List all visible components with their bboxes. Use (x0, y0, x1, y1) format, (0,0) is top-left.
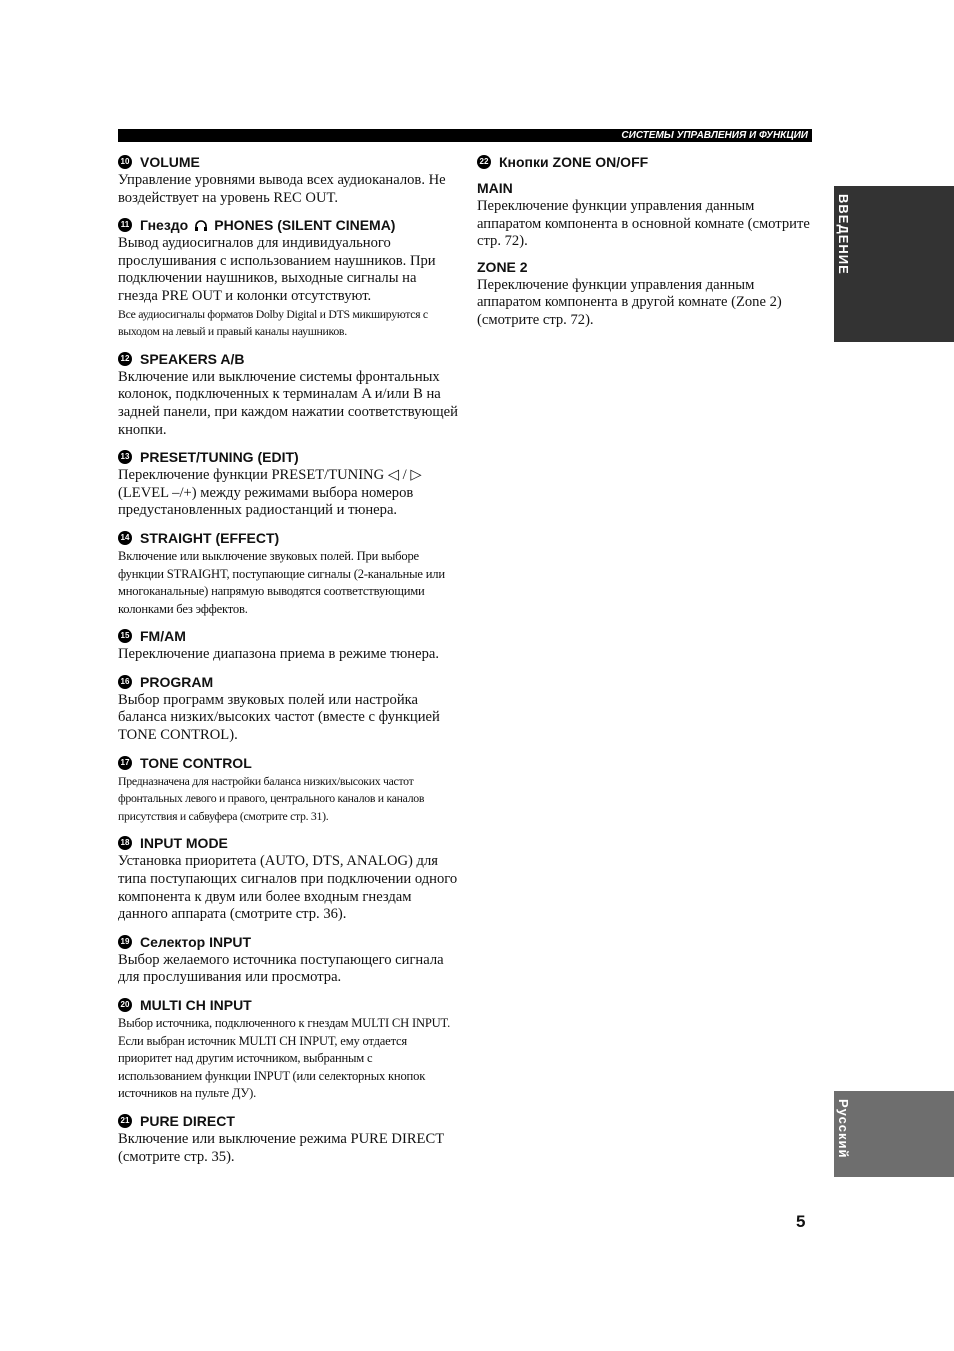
item-title: PHONES (SILENT CINEMA) (214, 217, 396, 234)
headphones-icon (194, 219, 208, 232)
item-straight (118, 528, 458, 618)
item-heading (118, 626, 458, 646)
item-title: FM/AM (140, 628, 186, 645)
item-note: Все аудиосигналы форматов Dolby Digital и DTS микшируются с выходом на левый и правый каналы наушников. (118, 306, 428, 339)
item-title: INPUT MODE (140, 835, 228, 852)
item-number-badge: 19 (118, 935, 132, 949)
section-header-bar: СИСТЕМЫ УПРАВЛЕНИЯ И ФУНКЦИИ (118, 129, 812, 142)
item-zone-buttons (477, 152, 817, 330)
item-number-badge: 20 (118, 998, 132, 1012)
subheading-zone2: ZONE 2 (477, 258, 528, 275)
item-heading (118, 1111, 458, 1131)
item-description: Включение или выключение звуковых полей. При выборе функции STRAIGHT, поступающие сигналы (2-канальные или многоканальные) напрямую выводятся соответствующими колонками без эффектов. (118, 548, 445, 616)
item-heading (477, 152, 817, 172)
item-multi-ch-input (118, 995, 458, 1103)
zone2-description: Переключение функции управления данным аппаратом компонента в другой комнате (Zone 2) (смотрите стр. 72). (477, 276, 782, 328)
item-heading (118, 833, 458, 853)
item-title: VOLUME (140, 154, 200, 170)
item-title: PRESET/TUNING (EDIT) (140, 449, 299, 466)
item-title: Селектор INPUT (140, 933, 252, 950)
side-tab-language (834, 1091, 954, 1177)
item-tone-control (118, 753, 458, 826)
item-title: Кнопки ZONE ON/OFF (499, 154, 649, 170)
item-title: TONE CONTROL (140, 754, 252, 771)
item-heading (118, 753, 458, 773)
item-fm-am (118, 626, 458, 664)
side-tab-introduction (834, 186, 954, 342)
item-heading (118, 215, 458, 235)
item-number-badge: 18 (118, 836, 132, 850)
item-description: Включение или выключение системы фронтальных колонок, подключенных к терминалам A и/или B на задней панели, при каждом нажатии соответствующей кнопки. (118, 368, 458, 438)
item-description: Переключение диапазона приема в режиме тюнера. (118, 646, 440, 663)
item-pure-direct (118, 1111, 458, 1166)
item-title: MULTI CH INPUT (140, 997, 252, 1013)
item-number-badge: 17 (118, 756, 132, 770)
item-number-badge: 11 (118, 218, 132, 232)
item-heading (118, 995, 458, 1015)
item-number-badge: 10 (118, 155, 132, 169)
item-phones (118, 215, 458, 341)
item-number-badge: 21 (118, 1114, 132, 1128)
item-number-badge: 14 (118, 531, 132, 545)
item-heading (118, 349, 458, 369)
item-speakers-ab (118, 349, 458, 439)
side-tab-label: Русский (836, 1099, 851, 1159)
item-description: Управление уровнями вывода всех аудиоканалов. Не воздействует на уровень REC OUT. (118, 172, 446, 206)
item-number-badge: 13 (118, 450, 132, 464)
item-title: PROGRAM (140, 673, 214, 690)
item-title: STRAIGHT (EFFECT) (140, 529, 280, 546)
subheading-main: MAIN (477, 180, 513, 196)
item-number-badge: 22 (477, 155, 491, 169)
item-heading (118, 152, 458, 172)
item-description: Вывод аудиосигналов для индивидуального прослушивания с использованием наушников. При подключении наушников, выходные сигналы на гнезда PRE OUT и колонки отсутствуют. (118, 235, 436, 304)
item-number-badge: 12 (118, 352, 132, 366)
item-description: Включение или выключение режима PURE DIRECT (смотрите стр. 35). (118, 1130, 444, 1165)
right-column (477, 152, 817, 338)
item-input-mode (118, 833, 458, 923)
item-description: Предназначена для настройки баланса низких/высоких частот фронтальных левого и правого, центрального каналов и каналов присутствия и сабвуфера (смотрите стр. 31). (118, 773, 425, 823)
item-volume (118, 152, 458, 207)
page-number: 5 (796, 1212, 806, 1231)
item-number-badge: 16 (118, 675, 132, 689)
item-description: Выбор источника, подключенного к гнездам MULTI CH INPUT. Если выбран источник MULTI CH INPUT, ему отдается приоритет над другим источником, выбранным с использованием функции INPUT (или селекторных кнопок источников на пульте ДУ). (118, 1016, 451, 1101)
item-description: Установка приоритета (AUTO, DTS, ANALOG) для типа поступающих сигналов при подключении одного компонента к двум или более входным гнездам данного аппарата (смотрите стр. 36). (118, 853, 458, 923)
item-heading (118, 672, 458, 692)
item-input-selector (118, 932, 458, 987)
item-heading (118, 932, 458, 952)
item-heading (118, 528, 458, 548)
item-number-badge: 15 (118, 629, 132, 643)
item-title-prefix: Гнездо (140, 217, 189, 234)
item-description: Выбор программ звуковых полей или настройка баланса низких/высоких частот (вместе с функцией TONE CONTROL). (118, 691, 440, 744)
item-description: Переключение функции PRESET/TUNING ◁ / ▷ (LEVEL –/+) между режимами выбора номеров предустановленных радиостанций и тюнера. (118, 467, 422, 519)
side-tab-label: ВВЕДЕНИЕ (836, 194, 851, 275)
item-heading (118, 447, 458, 467)
item-title: SPEAKERS A/B (140, 350, 245, 367)
item-program (118, 672, 458, 745)
item-preset-tuning (118, 447, 458, 520)
item-title: PURE DIRECT (140, 1112, 235, 1129)
item-description: Выбор желаемого источника поступающего сигнала для прослушивания или просмотра. (118, 951, 444, 986)
left-column (118, 152, 458, 1174)
main-description: Переключение функции управления данным аппаратом компонента в основной комнате (смотрите стр. 72). (477, 198, 810, 250)
